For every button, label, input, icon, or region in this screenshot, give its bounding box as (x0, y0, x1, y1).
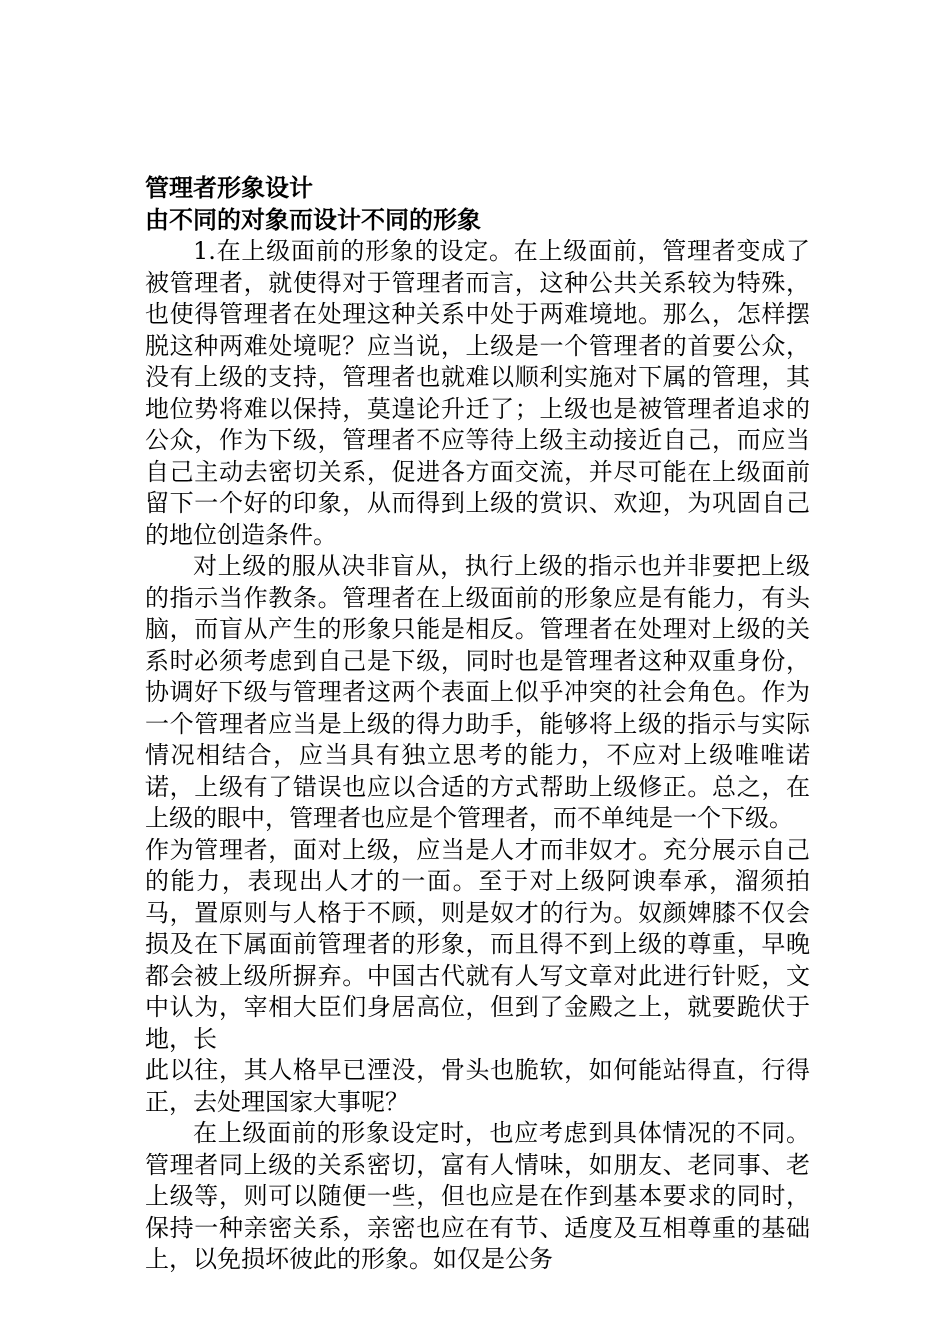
paragraph-talent-not-servant: 作为管理者，面对上级，应当是人才而非奴才。充分展示自己的能力，表现出人才的一面。至于对上级阿谀奉承，溜须拍马，置原则与人格于不顾，则是奴才的行为。奴颜婢膝不仅会损及在下属面前管理者的形象，而且得不到上级的尊重，早晚都会被上级所摒弃。中国古代就有人写文章对此进行针贬，文中认为，宰相大臣们身居高位，但到了金殿之上，就要跪伏于地，长 (145, 835, 810, 1053)
document-subtitle: 由不同的对象而设计不同的形象 (145, 206, 481, 234)
paragraph-continuation: 此以往，其人格早已湮没，骨头也脆软，如何能站得直，行得正，去处理国家大事呢？ (145, 1056, 810, 1116)
document-title: 管理者形象设计 (145, 174, 313, 202)
paragraph-obedience: 对上级的服从决非盲从，执行上级的指示也并非要把上级的指示当作教条。管理者在上级面前的形象应是有能力，有头脑，而盲从产生的形象只能是相反。管理者在处理对上级的关系时必须考虑到自己是下级，同时也是管理者这种双重身份，协调好下级与管理者这两个表面上似乎冲突的社会角色。作为一个管理者应当是上级的得力助手，能够将上级的指示与实际情况相结合，应当具有独立思考的能力，不应对上级唯唯诺诺，上级有了错误也应以合适的方式帮助上级修正。总之，在上级的眼中，管理者也应是个管理者，而不单纯是一个下级。 (145, 552, 810, 832)
paragraph-superior-image: 1.在上级面前的形象的设定。在上级面前，管理者变成了被管理者，就使得对于管理者而言，这种公共关系较为特殊，也使得管理者在处理这种关系中处于两难境地。那么，怎样摆脱这种两难处境呢？应当说，上级是一个管理者的首要公众，没有上级的支持，管理者也就难以顺利实施对下属的管理，其地位势将难以保持，莫遑论升迁了；上级也是被管理者追求的公众，作为下级，管理者不应等待上级主动接近自己，而应当自己主动去密切关系，促进各方面交流，并尽可能在上级面前留下一个好的印象，从而得到上级的赏识、欢迎，为巩固自己的地位创造条件。 (145, 237, 810, 549)
paragraph-specific-situations: 在上级面前的形象设定时，也应考虑到具体情况的不同。管理者同上级的关系密切，富有人情味，如朋友、老同事、老上级等，则可以随便一些，但也应是在作到基本要求的同时，保持一种亲密关系，亲密也应在有节、适度及互相尊重的基础上，以免损坏彼此的形象。如仅是公务 (145, 1119, 810, 1273)
document-page (145, 172, 810, 1276)
